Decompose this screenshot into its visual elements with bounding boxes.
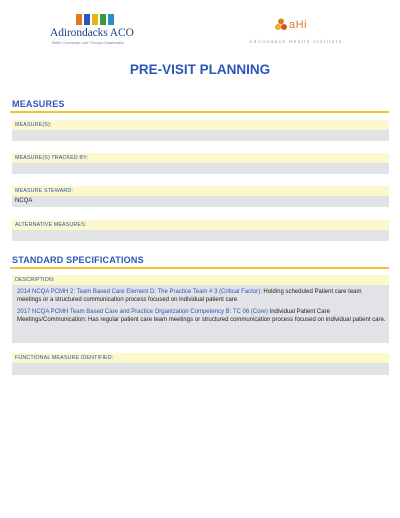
measures-tracked-by-value[interactable] [12, 163, 389, 174]
ahi-logo-full-name: Adirondack Health Institute [249, 39, 343, 44]
functional-measure-label: FUNCTIONAL MEASURE IDENTIFIED: [12, 353, 389, 363]
aco-logo-tagline: Better Community Care Through Collaboration [52, 41, 125, 45]
aco-logo-name: Adirondacks ACO [50, 27, 134, 39]
page-title: PRE-VISIT PLANNING [129, 62, 271, 77]
alternative-measures-value[interactable] [12, 230, 389, 241]
standard-specifications-title: STANDARD SPECIFICATIONS [12, 255, 144, 265]
measures-section-title: MEASURES [12, 99, 65, 109]
measure-steward-label: MEASURE STEWARD: [12, 186, 389, 196]
measures-label: MEASURE(S): [12, 120, 389, 130]
description-heading-2017: 2017 NCQA PCMH Team Based Care and Practice Organization Competency B: TC 06 (Core) [17, 309, 268, 315]
people-logo-icon [76, 14, 116, 26]
page-header [0, 0, 400, 50]
description-value[interactable] [12, 285, 389, 343]
description-body-2014: : Holding scheduled Patient care team meetings or a structured communication process focused on individual patient care [17, 289, 362, 303]
ahi-logo [240, 18, 352, 48]
measures-value[interactable] [12, 130, 389, 141]
description-body-2017: Individual Patient Care Meetings/Communication: Has regular patient care team meetings or structured communication process focused on individual patient care. [17, 309, 386, 323]
alternative-measures-label: ALTERNATIVE MEASURES: [12, 220, 389, 230]
standard-specifications-divider [10, 267, 389, 269]
ahi-mark-icon [274, 18, 288, 32]
description-heading-2014: 2014 NCQA PCMH 2: Team Based Care Element D: The Practice Team # 3 (Critical Factor) [17, 289, 261, 295]
measure-steward-value[interactable]: NCQA [12, 196, 389, 207]
description-label: DESCRIPTION: [12, 275, 389, 285]
description-paragraph-2014 [17, 289, 386, 304]
measures-tracked-by-label: MEASURE(S) TRACKED BY: [12, 153, 389, 163]
adirondacks-aco-logo [50, 14, 150, 48]
description-paragraph-2017 [17, 309, 386, 324]
measures-divider [10, 111, 389, 113]
functional-measure-value[interactable] [12, 363, 389, 375]
ahi-logo-abbr: aHi [289, 19, 308, 31]
